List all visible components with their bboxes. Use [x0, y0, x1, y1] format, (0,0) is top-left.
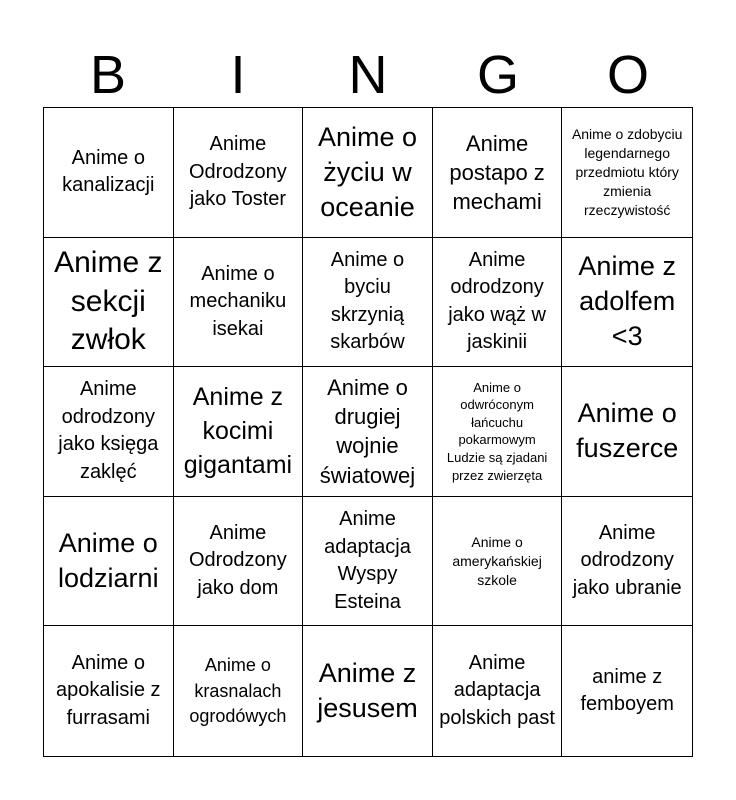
- bingo-cell-text: Anime o fuszerce: [576, 398, 679, 464]
- bingo-cell-text: Anime o drugiej wojnie światowej: [319, 375, 416, 488]
- bingo-cell-text: Anime z sekcji zwłok: [54, 246, 163, 357]
- bingo-cell[interactable]: [562, 497, 692, 627]
- bingo-cell-text: Anime o krasnalach ogrodówych: [189, 655, 287, 726]
- bingo-cell[interactable]: [174, 108, 304, 238]
- bingo-cell-text: Anime postapo z mechami: [449, 130, 545, 214]
- bingo-cell-text: Anime z adolfem <3: [578, 251, 676, 352]
- bingo-cell[interactable]: [562, 238, 692, 368]
- bingo-cell-text: Anime o odwróconym łańcuchu pokarmowym Ludzie są zjadani przez zwierzęta: [446, 379, 548, 483]
- header-letter-g: G: [476, 45, 519, 105]
- bingo-cell[interactable]: [562, 108, 692, 238]
- bingo-cell-text: Anime adaptacja polskich past: [439, 651, 555, 729]
- bingo-cell-text: Anime Odrodzony jako dom: [188, 521, 287, 599]
- bingo-cell[interactable]: [562, 367, 692, 497]
- bingo-cell-text: Anime o apokalisie z furrasami: [56, 651, 161, 729]
- bingo-cell-text: Anime o byciu skrzynią skarbów: [330, 248, 405, 354]
- bingo-cell[interactable]: [44, 238, 174, 368]
- bingo-cell[interactable]: [303, 497, 433, 627]
- bingo-cell-text: Anime odrodzony jako ubranie: [572, 521, 682, 599]
- bingo-cell-text: Anime z jesusem: [317, 658, 418, 724]
- bingo-cell[interactable]: [303, 367, 433, 497]
- bingo-cell[interactable]: [562, 626, 692, 756]
- bingo-board: [43, 107, 693, 757]
- bingo-cell[interactable]: [303, 108, 433, 238]
- bingo-cell-text: Anime Odrodzony jako Toster: [188, 132, 287, 211]
- bingo-cell[interactable]: [44, 626, 174, 756]
- bingo-cell-text: Anime o lodziarni: [58, 528, 159, 594]
- bingo-cell-text: Anime o mechaniku isekai: [189, 262, 287, 340]
- header-letter-n: N: [348, 45, 388, 105]
- bingo-cell-text: Anime o życiu w oceanie: [317, 121, 418, 222]
- bingo-header: [43, 44, 693, 106]
- bingo-cell-text: Anime o amerykańskiej szkole: [452, 533, 542, 588]
- header-letter-o: O: [606, 45, 649, 105]
- bingo-cell-text: Anime odrodzony jako księga zaklęć: [58, 378, 159, 484]
- bingo-cell[interactable]: [174, 497, 304, 627]
- bingo-cell[interactable]: [174, 367, 304, 497]
- bingo-cell[interactable]: [44, 367, 174, 497]
- bingo-cell-text: anime z femboyem: [580, 665, 674, 716]
- bingo-cell-text: Anime o kanalizacji: [62, 146, 155, 197]
- bingo-cell[interactable]: [303, 238, 433, 368]
- bingo-cell-text: Anime odrodzony jako wąż w jaskinii: [448, 248, 546, 354]
- bingo-cell[interactable]: [44, 108, 174, 238]
- bingo-cell[interactable]: [303, 626, 433, 756]
- bingo-cell-text: Anime o zdobyciu legendarnego przedmiotu który zmienia rzeczywistość: [571, 126, 683, 218]
- bingo-cell-text: Anime z kocimi gigantami: [183, 383, 293, 480]
- bingo-cell[interactable]: [433, 497, 563, 627]
- bingo-cell[interactable]: [433, 626, 563, 756]
- bingo-cell[interactable]: [433, 367, 563, 497]
- bingo-cell-text: Anime adaptacja Wyspy Esteina: [324, 507, 411, 613]
- header-letter-b: B: [89, 45, 127, 105]
- bingo-cell[interactable]: [174, 626, 304, 756]
- bingo-cell[interactable]: [433, 108, 563, 238]
- header-letter-i: I: [230, 45, 246, 105]
- bingo-cell[interactable]: [433, 238, 563, 368]
- bingo-cell[interactable]: [174, 238, 304, 368]
- bingo-cell[interactable]: [44, 497, 174, 627]
